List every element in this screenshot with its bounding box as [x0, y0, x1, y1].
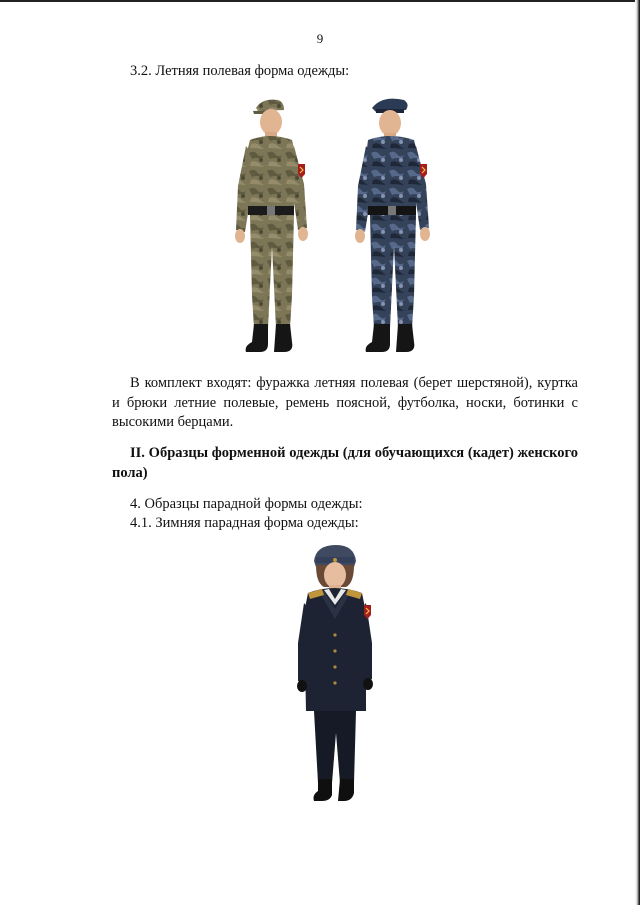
summer-field-composition-text	[112, 374, 578, 433]
summer-field-uniform-green-camo-figure	[230, 96, 320, 356]
section-4-heading: 4. Образцы парадной формы одежды:	[130, 496, 363, 512]
section-4-1-heading: 4.1. Зимняя парадная форма одежды:	[130, 515, 359, 531]
scan-edge-top	[0, 0, 640, 2]
summer-field-uniform-blue-camo-figure	[352, 96, 442, 356]
summer-field-composition: В комплект входят: фуражка летняя полевая (берет шерстяной), куртка и брюки летние полевые, ремень поясной, футболка, носки, ботинки с высокими берцами.	[112, 375, 578, 430]
winter-parade-uniform-female-figure	[294, 543, 376, 805]
section-3-2-heading: 3.2. Летняя полевая форма одежды:	[130, 63, 350, 79]
section-ii-heading-text: II. Образцы форменной одежды (для обучающихся (кадет) женского пола)	[112, 445, 578, 481]
page-number: 9	[316, 31, 324, 46]
scan-edge-right	[635, 0, 640, 905]
section-ii-heading	[112, 444, 578, 483]
